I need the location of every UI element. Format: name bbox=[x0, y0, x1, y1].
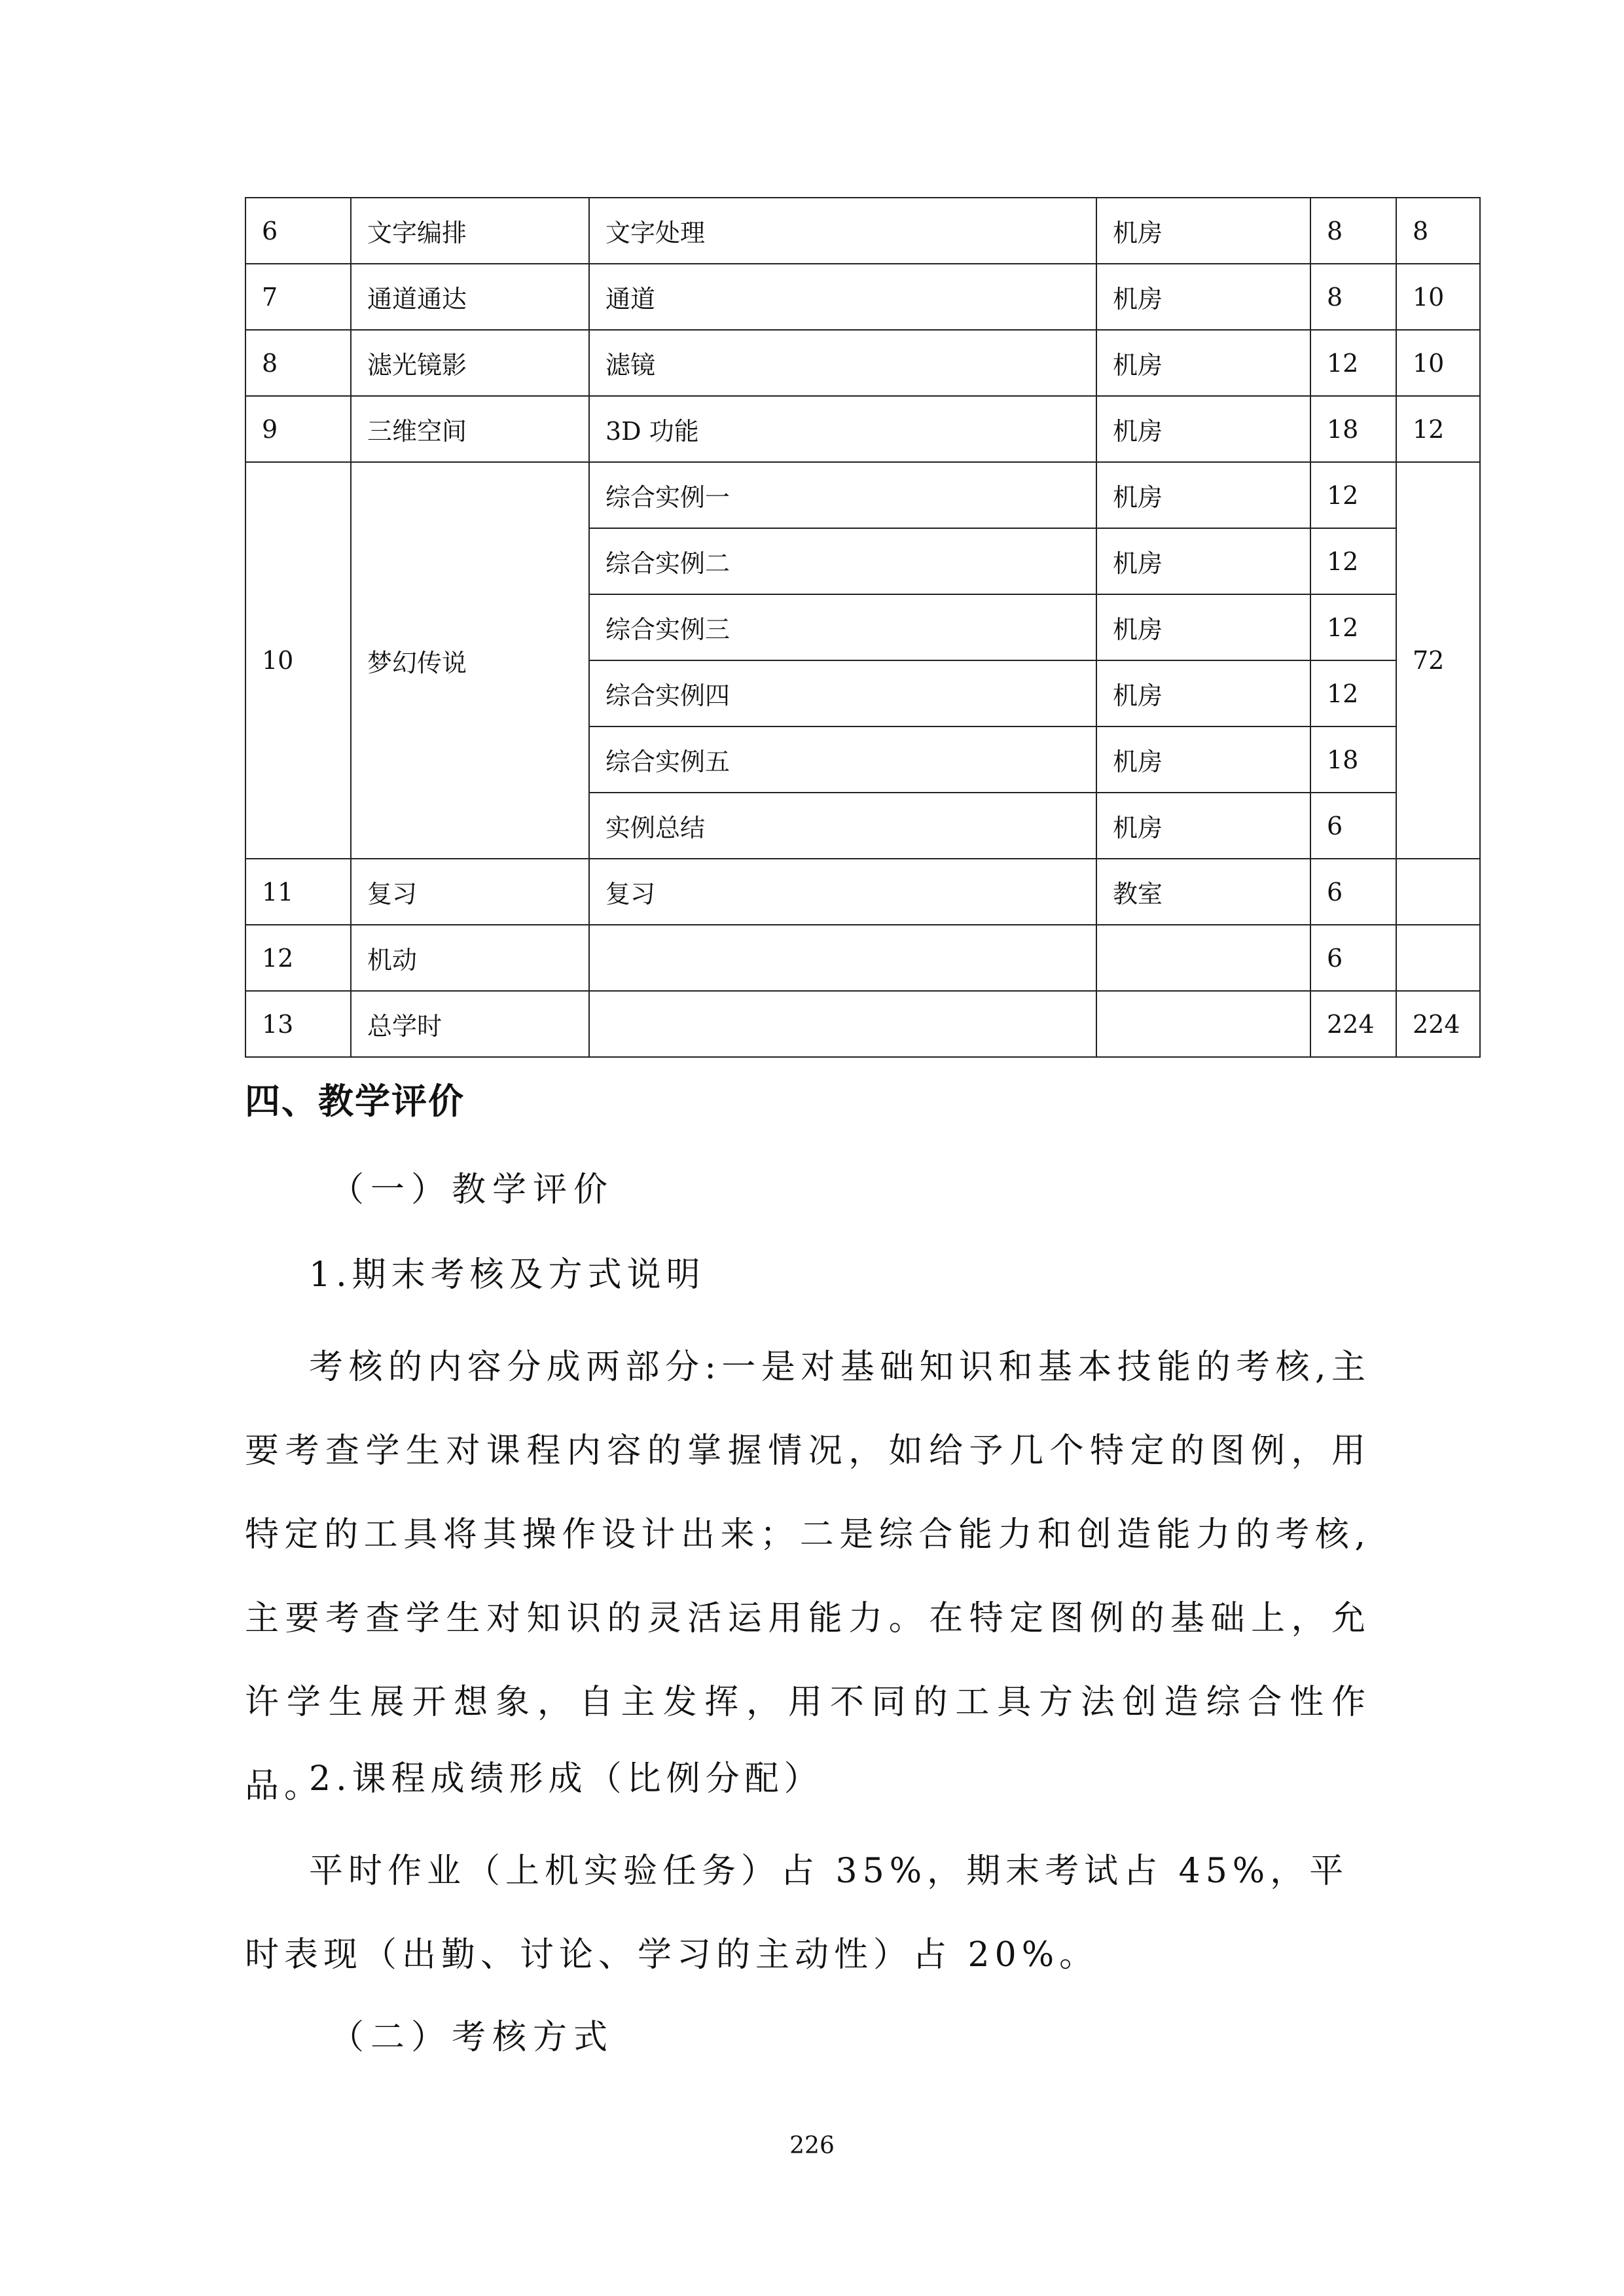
cell-place: 机房 bbox=[1096, 198, 1310, 264]
cell-hours: 12 bbox=[1310, 462, 1396, 528]
cell-place bbox=[1096, 991, 1310, 1057]
assessment-paragraph: 考核的内容分成两部分:一是对基础知识和基本技能的考核,主要考查学生对课程内容的掌握情况，如给予几个特定的图例，用特定的工具将其操作设计出来；二是综合能力和创造能力的考核,主要考查学生对知识的灵活运用能力。在特定图例的基础上，允许学生展开想象，自主发挥，用不同的工具方法创造综合性作品。 bbox=[245, 1348, 1371, 1806]
cell-total: 8 bbox=[1396, 198, 1480, 264]
schedule-table bbox=[245, 197, 1481, 1058]
cell-place: 机房 bbox=[1096, 462, 1310, 528]
subsection-heading-assessment-method: （二）考核方式 bbox=[330, 2018, 615, 2057]
item-heading-grade-composition: 2.课程成绩形成（比例分配） bbox=[309, 1759, 823, 1799]
cell-project: 梦幻传说 bbox=[351, 462, 589, 859]
cell-total: 72 bbox=[1396, 462, 1480, 859]
cell-place: 机房 bbox=[1096, 264, 1310, 330]
cell-no: 12 bbox=[245, 925, 351, 991]
cell-content: 综合实例五 bbox=[589, 726, 1096, 793]
cell-project: 机动 bbox=[351, 925, 589, 991]
cell-no: 9 bbox=[245, 396, 351, 462]
cell-hours: 12 bbox=[1310, 660, 1396, 726]
cell-place: 机房 bbox=[1096, 330, 1310, 396]
cell-hours: 12 bbox=[1310, 330, 1396, 396]
table-row bbox=[245, 462, 1480, 528]
cell-total: 12 bbox=[1396, 396, 1480, 462]
cell-no: 8 bbox=[245, 330, 351, 396]
cell-project: 三维空间 bbox=[351, 396, 589, 462]
cell-hours: 12 bbox=[1310, 528, 1396, 594]
cell-project: 文字编排 bbox=[351, 198, 589, 264]
cell-hours: 224 bbox=[1310, 991, 1396, 1057]
table-row bbox=[245, 925, 1480, 991]
cell-hours: 6 bbox=[1310, 793, 1396, 859]
cell-place bbox=[1096, 925, 1310, 991]
table-row bbox=[245, 198, 1480, 264]
cell-place: 机房 bbox=[1096, 528, 1310, 594]
cell-total bbox=[1396, 925, 1480, 991]
cell-content bbox=[589, 991, 1096, 1057]
cell-total: 224 bbox=[1396, 991, 1480, 1057]
cell-place: 机房 bbox=[1096, 396, 1310, 462]
cell-no: 6 bbox=[245, 198, 351, 264]
cell-no: 13 bbox=[245, 991, 351, 1057]
item-heading-final-assessment: 1.期末考核及方式说明 bbox=[309, 1255, 706, 1295]
cell-content: 综合实例三 bbox=[589, 594, 1096, 660]
cell-content: 通道 bbox=[589, 264, 1096, 330]
table-row bbox=[245, 264, 1480, 330]
table-row bbox=[245, 330, 1480, 396]
grade-ratio-paragraph: 平时作业（上机实验任务）占 35%，期末考试占 45%，平时表现（出勤、讨论、学习的主动性）占 20%。 bbox=[245, 1852, 1349, 1975]
table-row bbox=[245, 859, 1480, 925]
cell-no: 11 bbox=[245, 859, 351, 925]
cell-hours: 18 bbox=[1310, 726, 1396, 793]
cell-no: 7 bbox=[245, 264, 351, 330]
cell-content: 滤镜 bbox=[589, 330, 1096, 396]
cell-hours: 6 bbox=[1310, 925, 1396, 991]
cell-content: 实例总结 bbox=[589, 793, 1096, 859]
cell-content: 复习 bbox=[589, 859, 1096, 925]
cell-place: 机房 bbox=[1096, 660, 1310, 726]
cell-content: 综合实例二 bbox=[589, 528, 1096, 594]
cell-hours: 8 bbox=[1310, 198, 1396, 264]
cell-content bbox=[589, 925, 1096, 991]
cell-hours: 6 bbox=[1310, 859, 1396, 925]
cell-total: 10 bbox=[1396, 330, 1480, 396]
cell-total: 10 bbox=[1396, 264, 1480, 330]
page-number: 226 bbox=[789, 2132, 835, 2159]
table-row bbox=[245, 396, 1480, 462]
cell-content: 3D 功能 bbox=[589, 396, 1096, 462]
subsection-heading-evaluation: （一）教学评价 bbox=[330, 1170, 615, 1210]
cell-project: 滤光镜影 bbox=[351, 330, 589, 396]
table-row bbox=[245, 991, 1480, 1057]
cell-project: 通道通达 bbox=[351, 264, 589, 330]
cell-place: 机房 bbox=[1096, 793, 1310, 859]
cell-project: 复习 bbox=[351, 859, 589, 925]
cell-hours: 12 bbox=[1310, 594, 1396, 660]
section-heading: 四、教学评价 bbox=[245, 1081, 465, 1122]
cell-place: 教室 bbox=[1096, 859, 1310, 925]
cell-place: 机房 bbox=[1096, 594, 1310, 660]
cell-content: 综合实例一 bbox=[589, 462, 1096, 528]
cell-place: 机房 bbox=[1096, 726, 1310, 793]
cell-hours: 8 bbox=[1310, 264, 1396, 330]
cell-total bbox=[1396, 859, 1480, 925]
cell-no: 10 bbox=[245, 462, 351, 859]
cell-project: 总学时 bbox=[351, 991, 589, 1057]
cell-content: 综合实例四 bbox=[589, 660, 1096, 726]
cell-content: 文字处理 bbox=[589, 198, 1096, 264]
cell-hours: 18 bbox=[1310, 396, 1396, 462]
